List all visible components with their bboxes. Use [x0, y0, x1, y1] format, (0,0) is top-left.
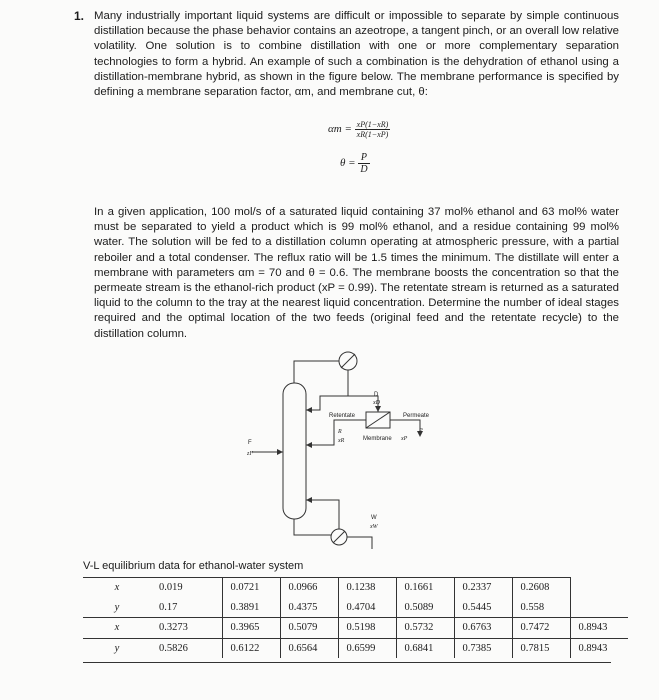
table-cell: 0.6841 — [396, 638, 454, 658]
theta-numerator: P — [358, 152, 369, 164]
vle-title: V-L equilibrium data for ethanol-water system — [83, 560, 304, 572]
table-cell: 0.5089 — [396, 598, 454, 618]
table-cell: 0.5826 — [151, 638, 222, 658]
table-cell: 0.4704 — [338, 598, 396, 618]
feed-composition: zF — [247, 451, 253, 457]
table-cell: 0.1238 — [338, 578, 396, 598]
residue-line — [347, 537, 372, 549]
table-row — [83, 578, 628, 598]
permeate-flow: P — [419, 428, 423, 434]
bottoms-line — [294, 519, 331, 535]
table-row — [83, 598, 628, 618]
table-row — [83, 618, 628, 639]
problem-number: 1. — [74, 9, 85, 23]
problem-body: In a given application, 100 mol/s of a saturated liquid containing 37 mol% ethanol and 63 mol% water must be separated to yield a product which is 99 mol% ethanol, and a residue containing 99 mol% water. The solution will be fed to a distillation column operating at atmospheric pressure, with a partial reboiler and a total condenser. The reflux ratio will be 1.5 times the minimum. The distillate will enter a membrane with parameters αm = 70 and θ = 0.6. The membrane boosts the concentration so that the permeate stream is the ethanol-rich product (xP = 0.99). The retentate stream is returned as a saturated liquid to the column to the tray at the nearest liquid concentration. Determine the number of ideal stages required and the optimal location of the two feeds (original feed and the retentate recycle) to the distillation column. — [94, 206, 619, 340]
overhead-vapor-line — [294, 361, 339, 383]
distillation-column — [283, 383, 306, 519]
table-cell: 0.3965 — [222, 618, 280, 639]
row-label: y — [83, 598, 151, 618]
table-cell: 0.019 — [151, 578, 222, 598]
retentate-label: Retentate — [329, 413, 356, 419]
table-cell: 0.2337 — [454, 578, 512, 598]
table-cell: 0.6763 — [454, 618, 512, 639]
table-bottom-rule — [83, 662, 611, 663]
distillate-composition: xD — [373, 400, 380, 406]
table-cell: 0.8943 — [570, 638, 628, 658]
table-cell: 0.5445 — [454, 598, 512, 618]
permeate-line — [390, 420, 420, 434]
table-cell: 0.6564 — [280, 638, 338, 658]
distillate-label: D — [374, 392, 379, 398]
alpha-lhs: αm = — [328, 123, 352, 136]
permeate-composition: xP — [401, 436, 408, 442]
table-cell: 0.8943 — [570, 618, 628, 639]
table-cell: 0.7815 — [512, 638, 570, 658]
row-label: x — [83, 578, 151, 598]
table-cell: 0.17 — [151, 598, 222, 618]
permeate-label: Permeate — [403, 413, 430, 419]
table-cell: 0.5079 — [280, 618, 338, 639]
bottoms-composition: xW — [370, 524, 378, 530]
table-cell: 0.2608 — [512, 578, 570, 598]
problem-intro: Many industrially important liquid systems are difficult or impossible to separate by simple continuous distillation because the phase behavior contains an azeotrope, a tangent pinch, or an overall low relative volatility. One solution is to combine distillation with one or more complementary separation technologies to form a hybrid. An example of such a combination is the dehydration of ethanol using a distillation-membrane hybrid, as shown in the figure below. The membrane performance is specified by defining a membrane separation factor, αm, and membrane cut, θ: — [94, 10, 619, 99]
table-row — [83, 638, 628, 658]
table-cell: 0.6122 — [222, 638, 280, 658]
table-cell: 0.558 — [512, 598, 570, 618]
table-cell: 0.3891 — [222, 598, 280, 618]
theta-lhs: θ = — [340, 157, 356, 170]
vle-table — [83, 577, 628, 658]
table-cell: 0.5198 — [338, 618, 396, 639]
alpha-numerator: xP(1−xR) — [356, 120, 389, 129]
feed-label: F — [248, 440, 252, 446]
retentate-line — [306, 420, 366, 445]
membrane-label: Membrane — [363, 436, 392, 442]
table-cell: 0.7472 — [512, 618, 570, 639]
table-cell: 0.1661 — [396, 578, 454, 598]
table-cell: 0.0721 — [222, 578, 280, 598]
row-label: x — [114, 622, 120, 634]
table-cell: 0.7385 — [454, 638, 512, 658]
bottoms-label: W — [371, 515, 377, 521]
table-cell: 0.0966 — [280, 578, 338, 598]
retentate-flow: R — [338, 429, 342, 435]
reflux-line — [306, 370, 348, 410]
table-cell: 0.5732 — [396, 618, 454, 639]
alpha-denominator: xR(1−xP) — [356, 130, 389, 139]
table-cell: 0.6599 — [338, 638, 396, 658]
boilup-line — [306, 500, 339, 529]
table-cell: 0.3273 — [159, 622, 188, 634]
theta-denominator: D — [360, 164, 368, 175]
row-label: y — [83, 638, 151, 658]
retentate-composition: xR — [338, 438, 345, 444]
table-cell: 0.4375 — [280, 598, 338, 618]
